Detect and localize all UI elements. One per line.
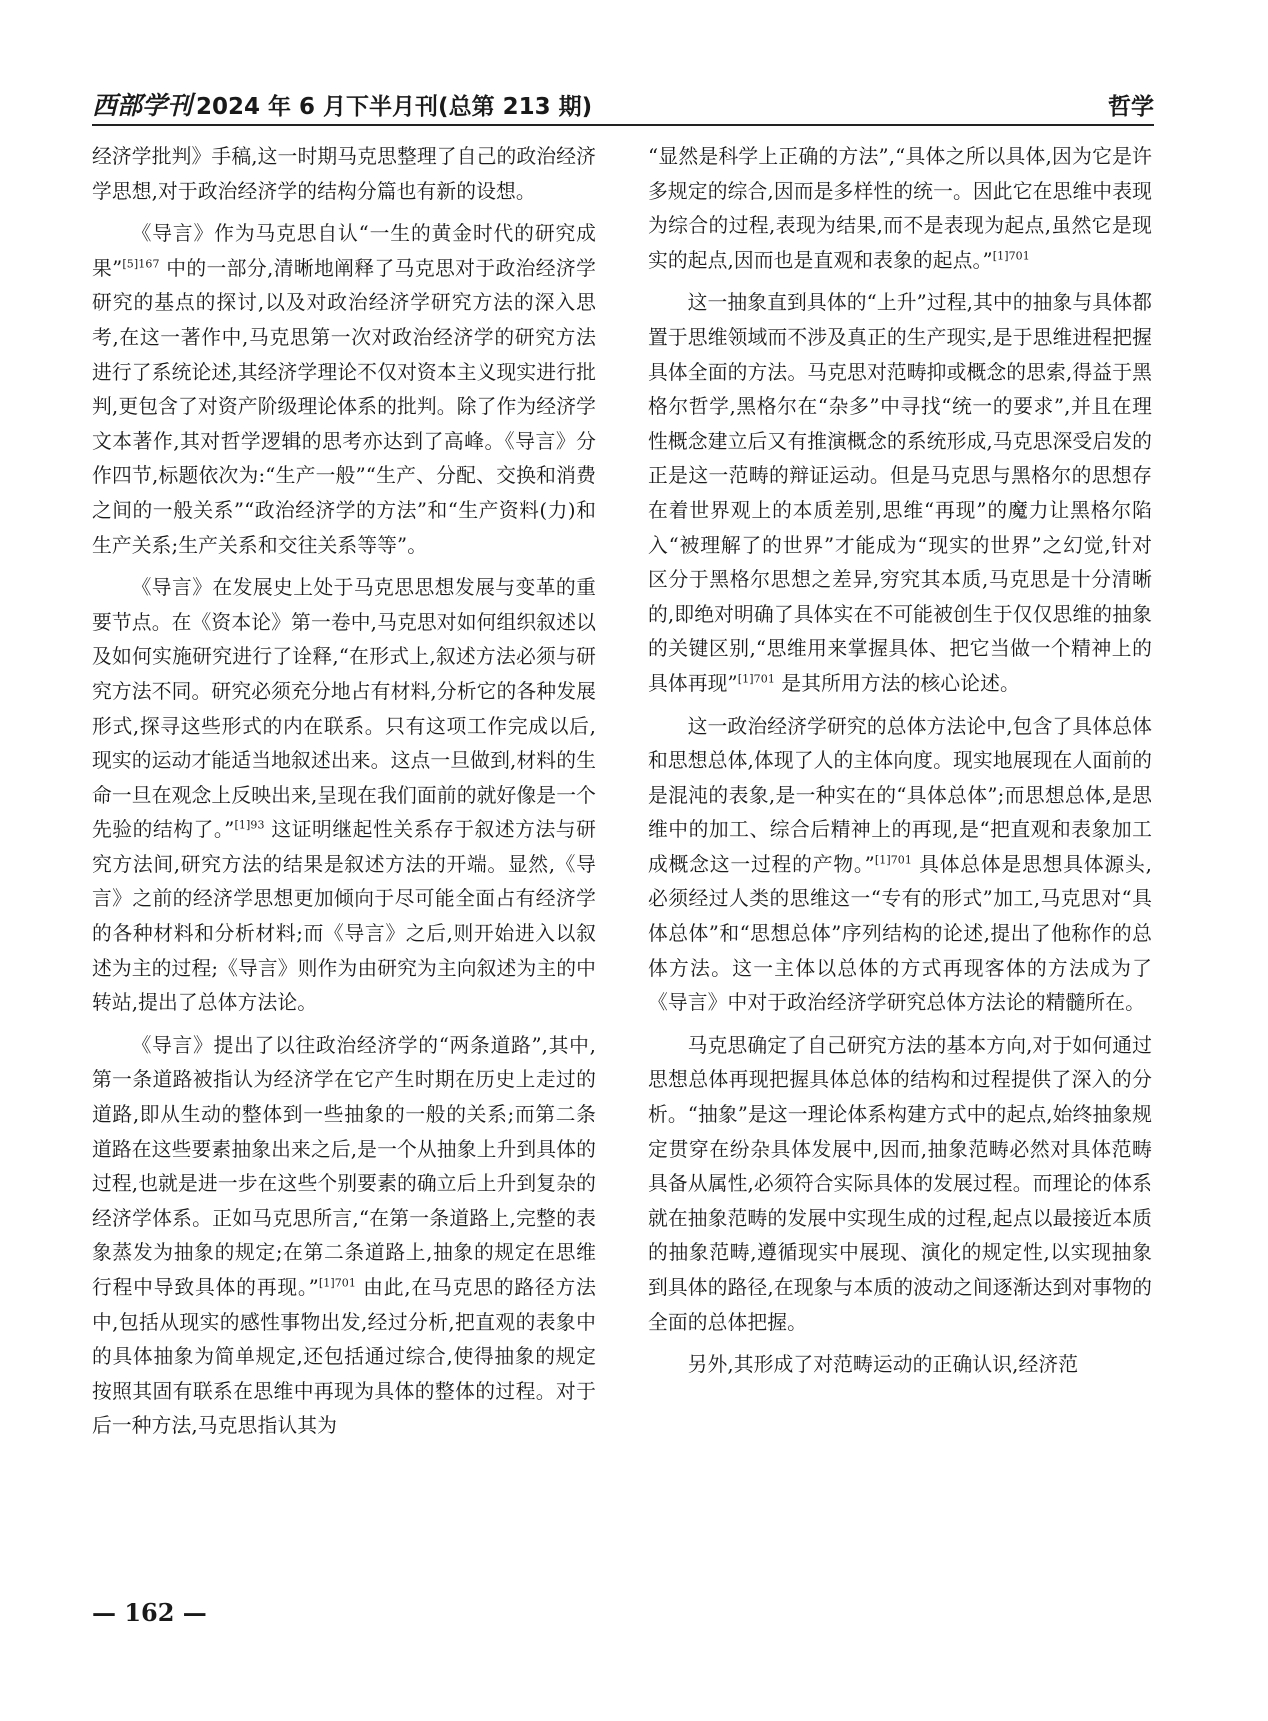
body-text: 中的一部分,清晰地阐释了马克思对于政治经济学研究的基点的探讨,以及对政治经济学研究方法的深入思考,在这一著作中,马克思第一次对政治经济学的研究方法进行了系统论述,其经济学理论不仅对资本主义现实进行批判,更包含了对资产阶级理论体系的批判。除了作为经济学文本著作,其对哲学逻辑的思考亦达到了高峰。《导言》分作四节,标题依次为:“生产一般”“生产、分配、交换和消费之间的一般关系”“政治经济学的方法”和“生产资料(力)和生产关系;生产关系和交往关系等等”。 <box>92 256 596 557</box>
left-column <box>92 140 596 1444</box>
paragraph <box>648 1348 1152 1383</box>
body-text: 另外,其形成了对范畴运动的正确认识,经济范 <box>687 1353 1079 1377</box>
citation-marker: [1]93 <box>234 818 265 832</box>
body-text: “显然是科学上正确的方法”,“具体之所以具体,因为它是许多规定的综合,因而是多样性的统一。因此它在思维中表现为综合的过程,表现为结果,而不是表现为起点,虽然它是现实的起点,因而也是直观和表象的起点。” <box>648 145 1152 272</box>
right-column <box>648 140 1152 1383</box>
body-text: 这一抽象直到具体的“上升”过程,其中的抽象与具体都置于思维领域而不涉及真正的生产现实,是于思维进程把握具体全面的方法。马克思对范畴抑或概念的思索,得益于黑格尔哲学,黑格尔在“杂多”中寻找“统一的要求”,并且在理性概念建立后又有推演概念的系统形成,马克思深受启发的正是这一范畴的辩证运动。但是马克思与黑格尔的思想存在着世界观上的本质差别,思维“再现”的魔力让黑格尔陷入“被理解了的世界”才能成为“现实的世界”之幻觉,针对区分于黑格尔思想之差异,穷究其本质,马克思是十分清晰的,即绝对明确了具体实在不可能被创生于仅仅思维的抽象的关键区别,“思维用来掌握具体、把它当做一个精神上的具体再现” <box>648 291 1152 695</box>
paragraph <box>92 217 596 563</box>
paragraph <box>648 1029 1152 1340</box>
page-number: — 162 — <box>92 1598 207 1627</box>
body-text: 这证明继起性关系存于叙述方法与研究方法间,研究方法的结果是叙述方法的开端。显然,《导言》之前的经济学思想更加倾向于尽可能全面占有经济学的各种材料和分析材料;而《导言》之后,则开始进入以叙述为主的过程;《导言》则作为由研究为主向叙述为主的中转站,提出了总体方法论。 <box>92 818 596 1015</box>
body-text: 由此,在马克思的路径方法中,包括从现实的感性事物出发,经过分析,把直观的表象中的具体抽象为简单规定,还包括通过综合,使得抽象的规定按照其固有联系在思维中再现为具体的整体的过程。对于后一种方法,马克思指认其为 <box>92 1276 596 1438</box>
journal-issue-line <box>92 91 592 122</box>
journal-logo: 西部学刊 <box>92 91 193 120</box>
citation-marker: [1]701 <box>874 853 913 867</box>
paragraph <box>92 571 596 1021</box>
paragraph <box>648 140 1152 278</box>
paragraph <box>648 286 1152 701</box>
citation-marker: [1]701 <box>737 672 775 686</box>
body-text: 《导言》提出了以往政治经济学的“两条道路”,其中,第一条道路被指认为经济学在它产生时期在历史上走过的道路,即从生动的整体到一些抽象的一般的关系;而第二条道路在这些要素抽象出来之后,是一个从抽象上升到具体的过程,也就是进一步在这些个别要素的确立后上升到复杂的经济学体系。正如马克思所言,“在第一条道路上,完整的表象蒸发为抽象的规定;在第二条道路上,抽象的规定在思维行程中导致具体的再现。” <box>92 1033 596 1299</box>
paragraph <box>92 140 596 209</box>
body-text: 经济学批判》手稿,这一时期马克思整理了自己的政治经济学思想,对于政治经济学的结构分篇也有新的设想。 <box>92 145 596 203</box>
body-text: 这一政治经济学研究的总体方法论中,包含了具体总体和思想总体,体现了人的主体向度。现实地展现在人面前的是混沌的表象,是一种实在的“具体总体”;而思想总体,是思维中的加工、综合后精神上的再现,是“把直观和表象加工成概念这一过程的产物。” <box>648 714 1152 876</box>
body-text: 具体总体是思想具体源头,必须经过人类的思维这一“专有的形式”加工,马克思对“具体总体”和“思想总体”序列结构的论述,提出了他称作的总体方法。这一主体以总体的方式再现客体的方法成为了《导言》中对于政治经济学研究总体方法论的精髓所在。 <box>648 852 1152 1015</box>
paragraph <box>92 1029 596 1444</box>
paragraph <box>648 710 1152 1021</box>
body-text: 是其所用方法的核心论述。 <box>774 671 1020 695</box>
issue-label: 2024 年 6 月下半月刊(总第 213 期) <box>196 94 593 120</box>
header-rule <box>92 124 1154 126</box>
body-text: 马克思确定了自己研究方法的基本方向,对于如何通过思想总体再现把握具体总体的结构和过程提供了深入的分析。“抽象”是这一理论体系构建方式中的起点,始终抽象规定贯穿在纷杂具体发展中,因而,抽象范畴必然对具体范畴具备从属性,必须符合实际具体的发展过程。而理论的体系就在抽象范畴的发展中实现生成的过程,起点以最接近本质的抽象范畴,遵循现实中展现、演化的规定性,以实现抽象到具体的路径,在现象与本质的波动之间逐渐达到对事物的全面的总体把握。 <box>648 1033 1152 1334</box>
section-label: 哲学 <box>1108 94 1154 120</box>
citation-marker: [1]701 <box>318 1276 357 1290</box>
running-header <box>92 82 1154 122</box>
body-text: 《导言》作为马克思自认“一生的黄金时代的研究成果” <box>92 222 596 280</box>
citation-marker: [5]167 <box>122 257 160 271</box>
citation-marker: [1]701 <box>992 249 1030 263</box>
body-text: 《导言》在发展史上处于马克思思想发展与变革的重要节点。在《资本论》第一卷中,马克思对如何组织叙述以及如何实施研究进行了诠释,“在形式上,叙述方法必须与研究方法不同。研究必须充分地占有材料,分析它的各种发展形式,探寻这些形式的内在联系。只有这项工作完成以后,现实的运动才能适当地叙述出来。这点一旦做到,材料的生命一旦在观念上反映出来,呈现在我们面前的就好像是一个先验的结构了。” <box>92 576 596 842</box>
